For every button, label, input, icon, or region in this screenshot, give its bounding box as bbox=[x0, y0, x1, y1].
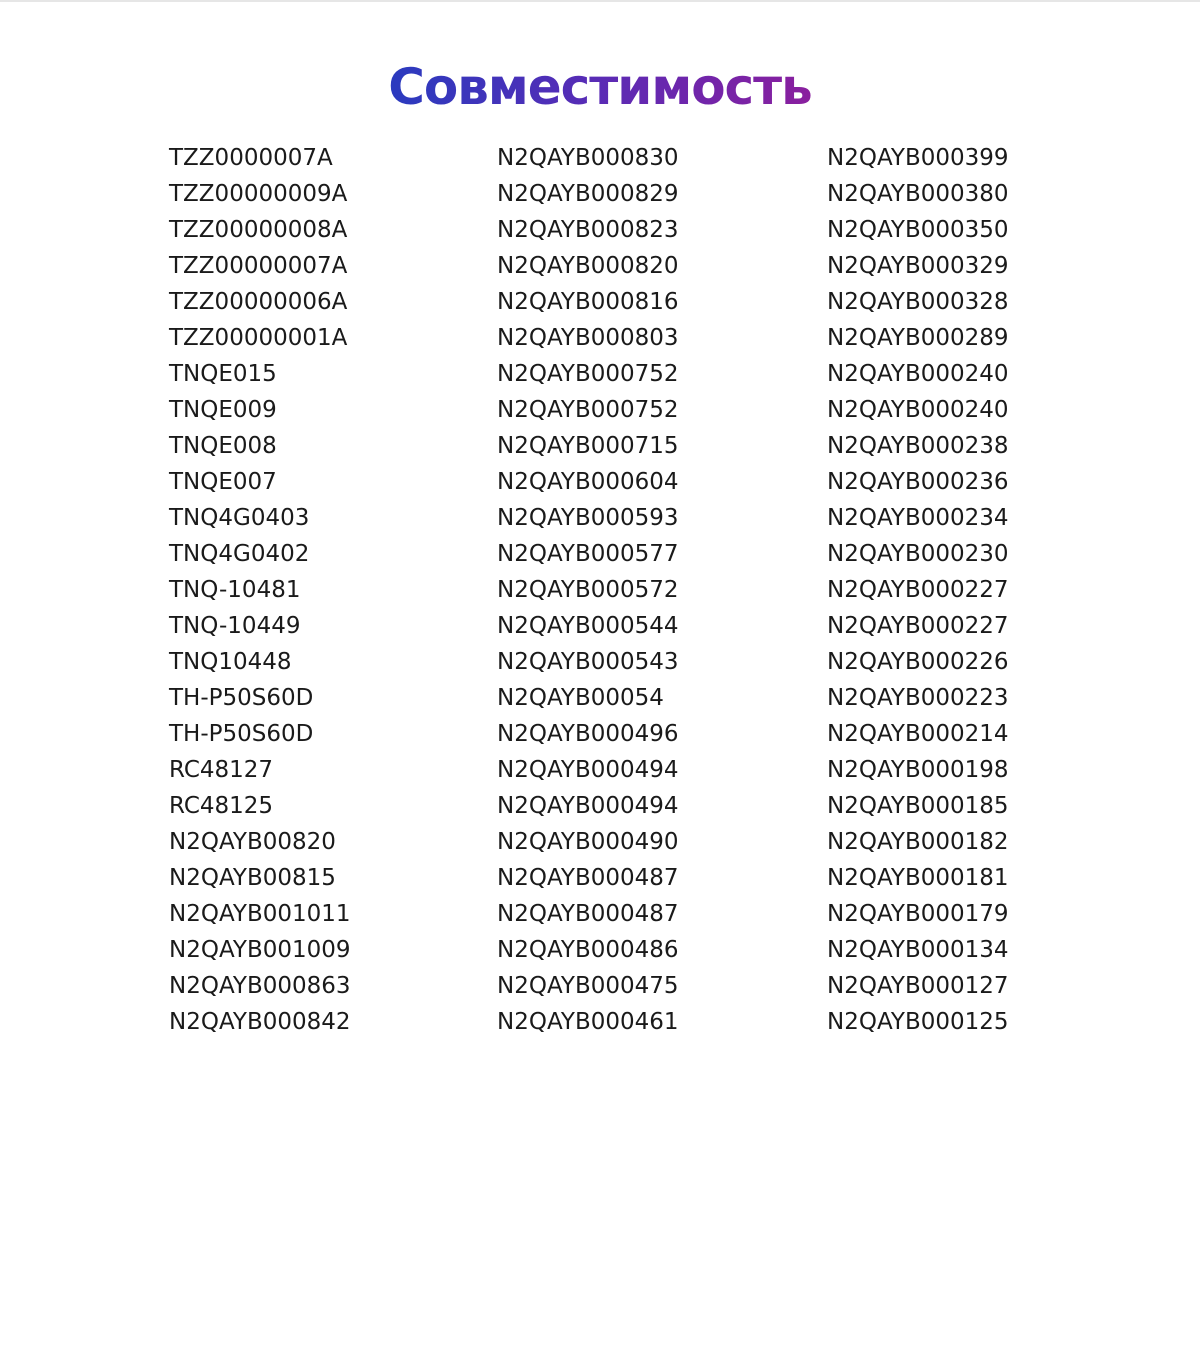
model-code-item: N2QAYB000240 bbox=[827, 361, 1009, 387]
model-code-item: N2QAYB001009 bbox=[169, 937, 351, 963]
page-title bbox=[0, 52, 1200, 122]
model-code-item: TH-P50S60D bbox=[169, 685, 314, 711]
model-code-item: N2QAYB000238 bbox=[827, 433, 1009, 459]
model-code-item: TZZ00000007A bbox=[169, 253, 348, 279]
model-code-item: TNQE009 bbox=[169, 397, 277, 423]
model-code-item: TZZ00000009A bbox=[169, 181, 348, 207]
model-code-item: N2QAYB000486 bbox=[497, 937, 679, 963]
model-code-item: N2QAYB000842 bbox=[169, 1009, 351, 1035]
model-code-item: N2QAYB000829 bbox=[497, 181, 679, 207]
model-code-item: RC48127 bbox=[169, 757, 274, 783]
model-code-item: TZZ00000001A bbox=[169, 325, 348, 351]
model-code-item: TNQ4G0403 bbox=[169, 505, 310, 531]
model-code-item: N2QAYB000544 bbox=[497, 613, 679, 639]
model-code-item: TZZ00000008A bbox=[169, 217, 348, 243]
model-code-item: N2QAYB000182 bbox=[827, 829, 1009, 855]
model-code-item: TZZ0000007A bbox=[169, 145, 333, 171]
model-code-item: TNQ-10449 bbox=[169, 613, 301, 639]
model-code-item: TH-P50S60D bbox=[169, 721, 314, 747]
model-code-item: N2QAYB000487 bbox=[497, 865, 679, 891]
model-code-item: N2QAYB000496 bbox=[497, 721, 679, 747]
model-code-item: N2QAYB00054 bbox=[497, 685, 664, 711]
model-code-item: N2QAYB000820 bbox=[497, 253, 679, 279]
model-code-item: N2QAYB000236 bbox=[827, 469, 1009, 495]
model-column-3 bbox=[827, 140, 1009, 1040]
model-code-item: N2QAYB000134 bbox=[827, 937, 1009, 963]
model-code-item: N2QAYB000214 bbox=[827, 721, 1009, 747]
model-code-item: TNQ10448 bbox=[169, 649, 292, 675]
model-code-item: N2QAYB000593 bbox=[497, 505, 679, 531]
model-code-item: N2QAYB000230 bbox=[827, 541, 1009, 567]
model-code-item: N2QAYB000715 bbox=[497, 433, 679, 459]
model-code-item: TNQE007 bbox=[169, 469, 277, 495]
model-code-item: N2QAYB000604 bbox=[497, 469, 679, 495]
page-title-text: Совместимость bbox=[388, 58, 812, 116]
model-code-item: N2QAYB000490 bbox=[497, 829, 679, 855]
model-code-item: N2QAYB000494 bbox=[497, 757, 679, 783]
model-code-item: N2QAYB000127 bbox=[827, 973, 1009, 999]
model-code-item: N2QAYB000289 bbox=[827, 325, 1009, 351]
model-code-item: N2QAYB000752 bbox=[497, 397, 679, 423]
model-code-item: N2QAYB000803 bbox=[497, 325, 679, 351]
model-code-item: N2QAYB000234 bbox=[827, 505, 1009, 531]
model-code-item: N2QAYB000350 bbox=[827, 217, 1009, 243]
model-code-item: N2QAYB000181 bbox=[827, 865, 1009, 891]
model-code-item: N2QAYB000226 bbox=[827, 649, 1009, 675]
model-code-item: N2QAYB000240 bbox=[827, 397, 1009, 423]
model-code-item: N2QAYB001011 bbox=[169, 901, 351, 927]
model-column-2 bbox=[497, 140, 679, 1040]
model-code-item: N2QAYB000577 bbox=[497, 541, 679, 567]
model-code-item: N2QAYB000125 bbox=[827, 1009, 1009, 1035]
model-code-item: N2QAYB000830 bbox=[497, 145, 679, 171]
model-code-item: N2QAYB000816 bbox=[497, 289, 679, 315]
model-code-item: N2QAYB000752 bbox=[497, 361, 679, 387]
model-code-item: N2QAYB000380 bbox=[827, 181, 1009, 207]
model-code-item: N2QAYB000475 bbox=[497, 973, 679, 999]
model-code-item: N2QAYB000227 bbox=[827, 613, 1009, 639]
model-code-item: N2QAYB000329 bbox=[827, 253, 1009, 279]
model-code-item: TNQE015 bbox=[169, 361, 277, 387]
model-code-item: N2QAYB000572 bbox=[497, 577, 679, 603]
top-divider bbox=[0, 0, 1200, 2]
model-code-item: N2QAYB000863 bbox=[169, 973, 351, 999]
model-code-item: TZZ00000006A bbox=[169, 289, 348, 315]
model-code-item: N2QAYB000179 bbox=[827, 901, 1009, 927]
model-code-item: N2QAYB000227 bbox=[827, 577, 1009, 603]
model-code-item: TNQE008 bbox=[169, 433, 277, 459]
model-code-item: N2QAYB000461 bbox=[497, 1009, 679, 1035]
model-code-item: N2QAYB000823 bbox=[497, 217, 679, 243]
model-code-item: N2QAYB00820 bbox=[169, 829, 336, 855]
model-code-item: TNQ-10481 bbox=[169, 577, 301, 603]
model-code-item: N2QAYB000185 bbox=[827, 793, 1009, 819]
model-code-item: N2QAYB000223 bbox=[827, 685, 1009, 711]
model-column-1 bbox=[169, 140, 351, 1040]
model-code-item: RC48125 bbox=[169, 793, 274, 819]
model-code-item: N2QAYB000399 bbox=[827, 145, 1009, 171]
model-code-item: N2QAYB000487 bbox=[497, 901, 679, 927]
model-code-item: TNQ4G0402 bbox=[169, 541, 310, 567]
model-code-item: N2QAYB000494 bbox=[497, 793, 679, 819]
model-code-item: N2QAYB000198 bbox=[827, 757, 1009, 783]
model-code-item: N2QAYB000328 bbox=[827, 289, 1009, 315]
model-code-item: N2QAYB000543 bbox=[497, 649, 679, 675]
model-code-item: N2QAYB00815 bbox=[169, 865, 336, 891]
